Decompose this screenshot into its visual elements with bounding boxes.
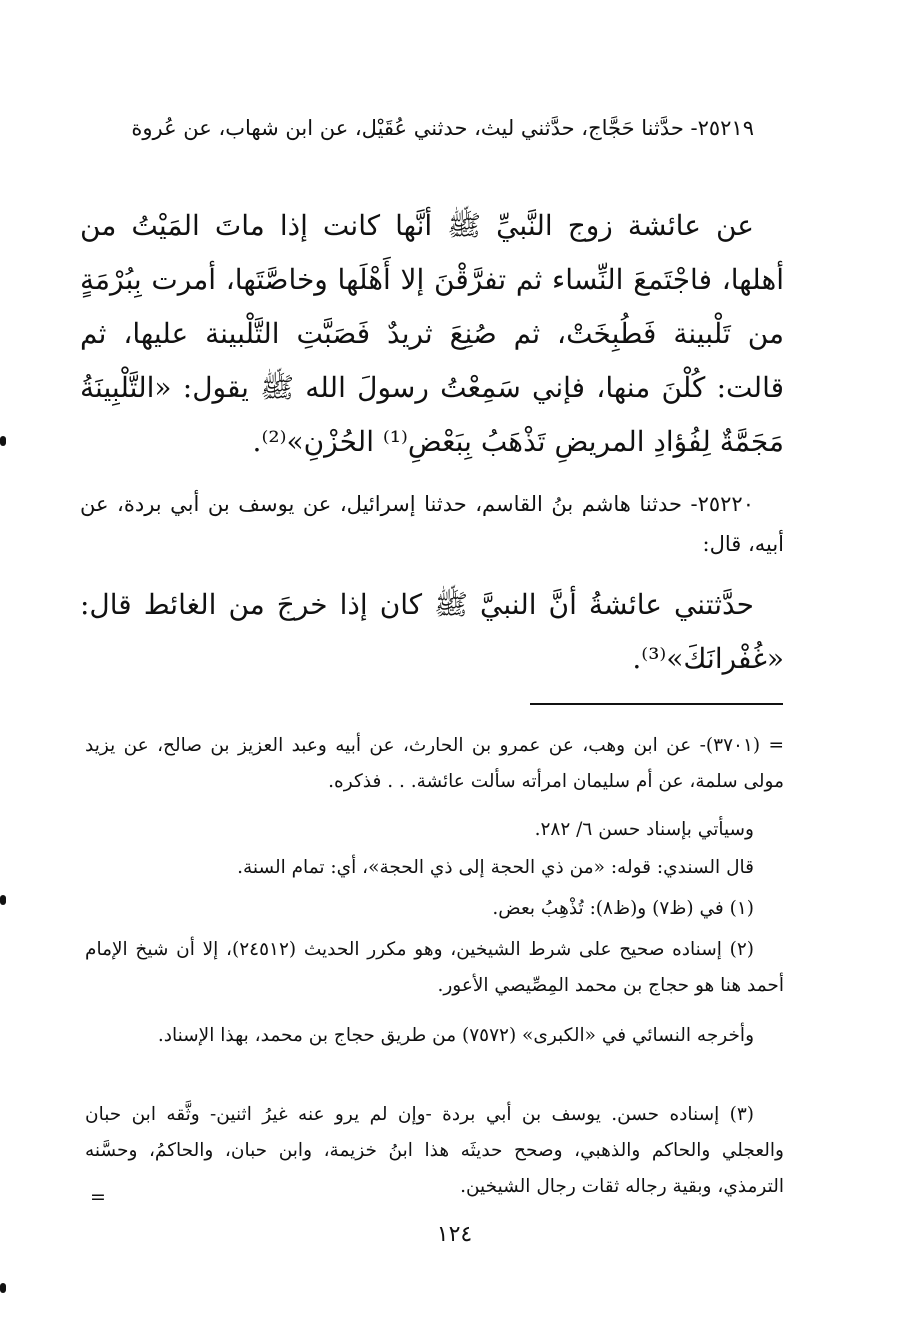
hadith-25219-isnad: ٢٥٢١٩- حدَّثنا حَجَّاج، حدَّثني ليث، حدثني عُقَيْل، عن ابن شهاب، عن عُروة bbox=[131, 116, 754, 140]
footnote-separator bbox=[530, 703, 783, 705]
footnote-2-extra: وأخرجه النسائي في «الكبرى» (٧٥٧٢) من طريق حجاج بن محمد، بهذا الإسناد. bbox=[157, 1025, 754, 1046]
footnote-continuation: = (٣٧٠١)- عن ابن وهب، عن عمرو بن الحارث، عن أبيه وعبد العزيز بن صالح، عن يزيد مولى سلمة، عن أم سليمان امرأته سألت عائشة. . . فذكره. bbox=[85, 735, 784, 792]
footnote-2: (٢) إسناده صحيح على شرط الشيخين، وهو مكرر الحديث (٢٤٥١٢)، إلا أن شيخ الإمام أحمد هنا هو حجاج بن محمد المِصِّيصي الأعور. bbox=[85, 939, 784, 996]
footnote-1: (١) في (ظ٧) و(ظ٨): تُذْهِبُ بعض. bbox=[492, 898, 754, 919]
scan-edge-mark bbox=[0, 895, 6, 905]
hadith-25219-matn: عن عائشة زوج النَّبيِّ ﷺ أنَّها كانت إذا ماتَ المَيْتُ من أهلها، فاجْتَمعَ النِّساء ثم تفرَّقْنَ إلا أَهْلَها وخاصَّتَها، أمرت بِبُرْمَةٍ من تَلْبينة فَطُبِخَتْ، ثم صُنِعَ ثريدٌ فَصَبَّتِ التَّلْبينة عليها، ثم قالت: كُلْنَ منها، فإني سَمِعْتُ رسولَ الله ﷺ يقول: «التَّلْبِينَةُ مَجَمَّةٌ لِفُؤادِ المريضِ تَذْهَبُ بِبَعْضِ⁽¹⁾ الحُزْنِ»⁽²⁾. bbox=[80, 209, 784, 458]
hadith-25220-isnad: ٢٥٢٢٠- حدثنا هاشم بنُ القاسم، حدثنا إسرائيل، عن يوسف بن أبي بردة، عن أبيه، قال: bbox=[80, 492, 784, 556]
scan-edge-mark bbox=[0, 436, 6, 446]
scan-edge-mark bbox=[0, 1283, 6, 1293]
hadith-25220-matn: حدَّثتني عائشةُ أنَّ النبيَّ ﷺ كان إذا خرجَ من الغائط قال: «غُفْرانَكَ»⁽³⁾. bbox=[80, 588, 784, 675]
footnote-sindi: قال السندي: قوله: «من ذي الحجة إلى ذي الحجة»، أي: تمام السنة. bbox=[237, 857, 754, 878]
page-number: ١٢٤ bbox=[436, 1222, 473, 1247]
footnote-3: (٣) إسناده حسن. يوسف بن أبي بردة -وإن لم يرو عنه غيرُ اثنين- وثَّقه ابن حبان والعجلي والحاكم والذهبي، وصحح حديثَه هذا ابنُ خزيمة، وابن حبان، والحاكمُ، وحسَّنه الترمذي، وبقية رجاله ثقات رجال الشيخين. bbox=[85, 1104, 784, 1197]
continuation-mark: = bbox=[90, 1186, 106, 1208]
footnote-see-also: وسيأتي بإسناد حسن ٦/ ٢٨٢. bbox=[534, 819, 754, 840]
